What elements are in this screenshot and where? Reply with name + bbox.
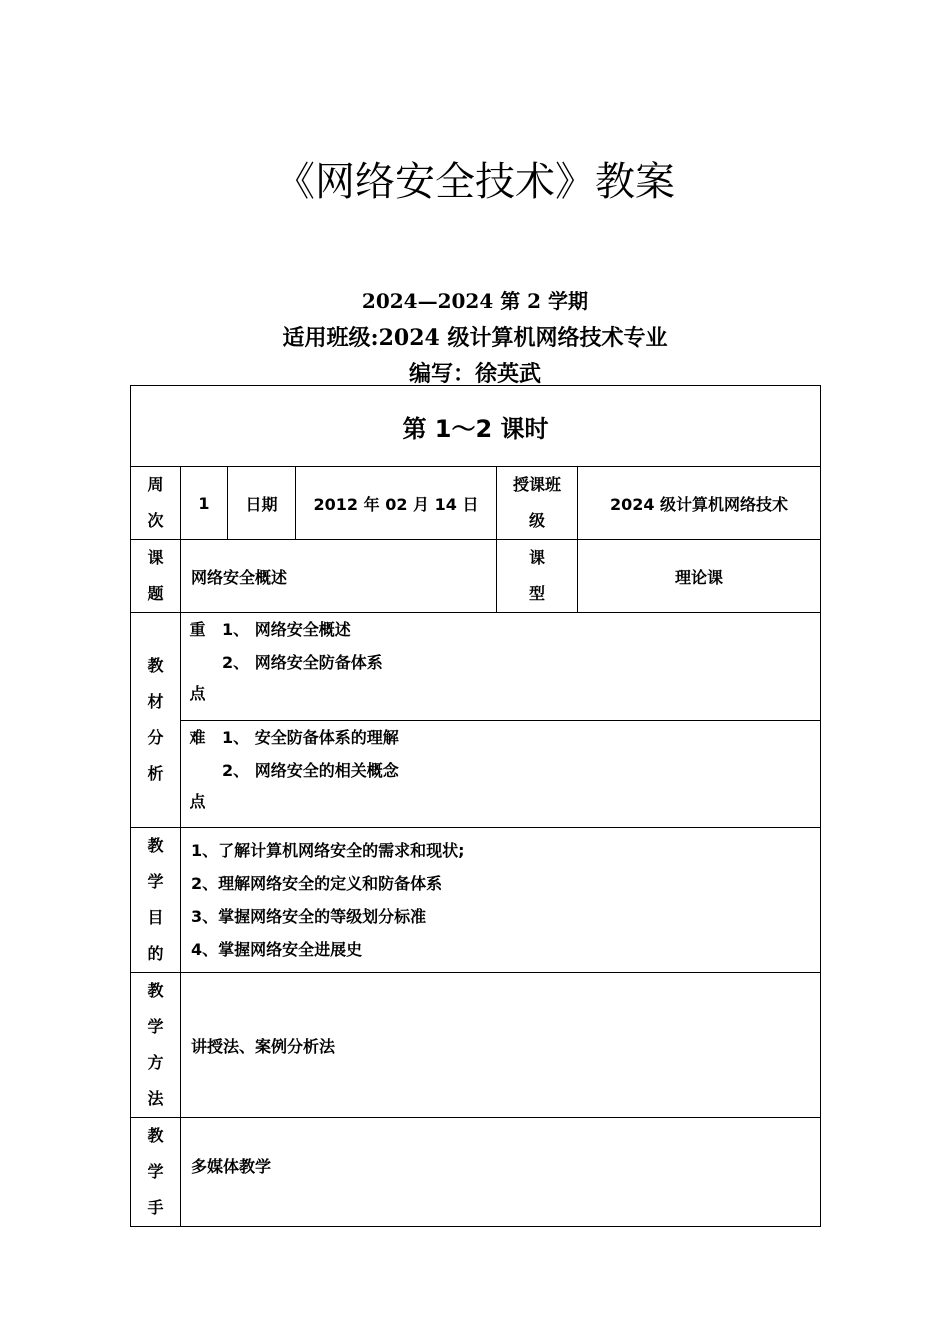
method-label: 教 学 方 法 bbox=[131, 973, 181, 1118]
week-value: 1 bbox=[181, 467, 228, 540]
method-value: 讲授法、案例分析法 bbox=[181, 973, 821, 1118]
goal-item: 2、理解网络安全的定义和防备体系 bbox=[191, 874, 443, 893]
lesson-period: 第 1～2 课时 bbox=[131, 386, 821, 467]
goal-item: 4、掌握网络安全进展史 bbox=[191, 940, 363, 959]
goal-item: 3、掌握网络安全的等级划分标准 bbox=[191, 907, 427, 926]
week-label: 周 次 bbox=[131, 467, 181, 540]
goal-list bbox=[181, 828, 821, 973]
topic-value: 网络安全概述 bbox=[181, 540, 497, 613]
lesson-plan-table bbox=[130, 385, 821, 1227]
semester-line: 2024—2024 第 2 学期 bbox=[361, 289, 589, 313]
difficult-points-list bbox=[214, 720, 820, 827]
analysis-label: 教 材 分 析 bbox=[131, 613, 181, 828]
goal-label: 教 学 目 的 bbox=[131, 828, 181, 973]
class-label: 授课班 级 bbox=[497, 467, 578, 540]
difficult-point-item: 2、 网络安全的相关概念 bbox=[222, 760, 399, 780]
key-points-list bbox=[214, 613, 820, 720]
document-title: 《网络安全技术》教案 bbox=[275, 159, 675, 205]
date-label: 日期 bbox=[228, 467, 296, 540]
key-point-item: 1、 网络安全概述 bbox=[222, 620, 351, 639]
type-value: 理论课 bbox=[578, 540, 821, 613]
difficult-points-label: 难 点 bbox=[181, 720, 214, 827]
difficult-point-item: 1、 安全防备体系的理解 bbox=[222, 727, 399, 747]
means-label: 教 学 手 bbox=[131, 1118, 181, 1227]
date-value: 2012 年 02 月 14 日 bbox=[296, 467, 497, 540]
author-line: 编写：徐英武 bbox=[408, 361, 541, 387]
means-value: 多媒体教学 bbox=[181, 1118, 821, 1227]
class-value: 2024 级计算机网络技术 bbox=[578, 467, 821, 540]
analysis-subtable bbox=[181, 613, 820, 827]
class-line: 适用班级:2024 级计算机网络技术专业 bbox=[282, 325, 668, 351]
type-label: 课 型 bbox=[497, 540, 578, 613]
key-point-item: 2、 网络安全防备体系 bbox=[222, 653, 383, 672]
key-points-label: 重 点 bbox=[189, 620, 206, 703]
topic-label: 课 题 bbox=[131, 540, 181, 613]
goal-item: 1、了解计算机网络安全的需求和现状; bbox=[191, 841, 465, 860]
